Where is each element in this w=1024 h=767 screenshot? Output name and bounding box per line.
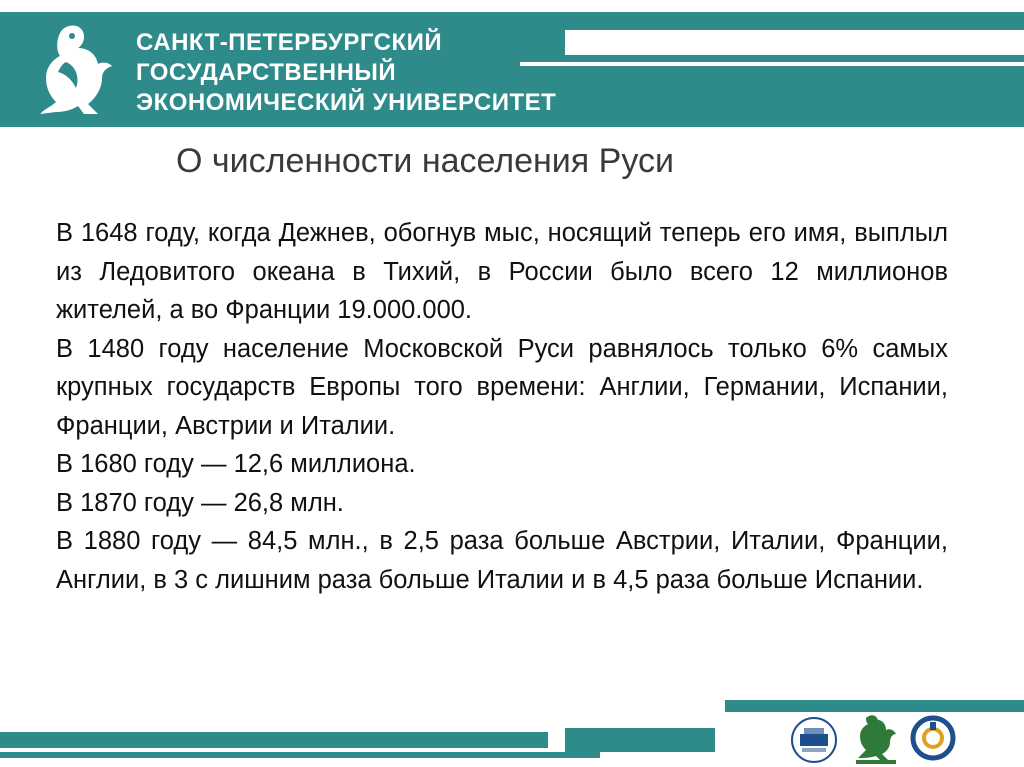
- footer-stripe: [565, 728, 715, 752]
- paragraph-1648: В 1648 году, когда Дежнев, обогнув мыс, носящий теперь его имя, выплыл из Ледовитого океана в Тихий, в России было всего 12 миллионов жителей, а во Франции 19.000.000.: [56, 219, 948, 324]
- paragraph-1880: В 1880 году — 84,5 млн., в 2,5 раза больше Австрии, Италии, Франции, Англии, в 3 с лишним раза больше Италии и в 4,5 раза больше Испании.: [56, 527, 948, 594]
- footer-emblems: [788, 712, 1024, 767]
- footer-stripe: [0, 732, 548, 748]
- paragraph-1870: В 1870 году — 26,8 млн.: [56, 488, 344, 517]
- university-name: [136, 28, 556, 118]
- partner-emblem-icon: [788, 712, 840, 764]
- paragraph-1480: В 1480 году население Московской Руси равнялось только 6% самых крупных государств Европы того времени: Англии, Германии, Испании, Франции, Австрии и Италии.: [56, 334, 948, 440]
- university-name-line-1: САНКТ-ПЕТЕРБУРГСКИЙ: [136, 29, 443, 56]
- slide-body: [56, 214, 948, 599]
- footer-stripe: [0, 752, 600, 758]
- university-name-line-2: ГОСУДАРСТВЕННЫЙ: [136, 59, 397, 86]
- griffin-emblem-icon: [852, 712, 900, 766]
- circle-emblem-icon: [908, 712, 958, 764]
- paragraph-1680: В 1680 году — 12,6 миллиона.: [56, 450, 416, 478]
- university-name-line-3: ЭКОНОМИЧЕСКИЙ УНИВЕРСИТЕТ: [136, 89, 557, 116]
- header-divider: [520, 62, 1024, 66]
- footer-stripe: [725, 700, 1024, 712]
- slide-title: О численности населения Руси: [176, 142, 674, 180]
- griffin-logo-icon: [32, 22, 122, 118]
